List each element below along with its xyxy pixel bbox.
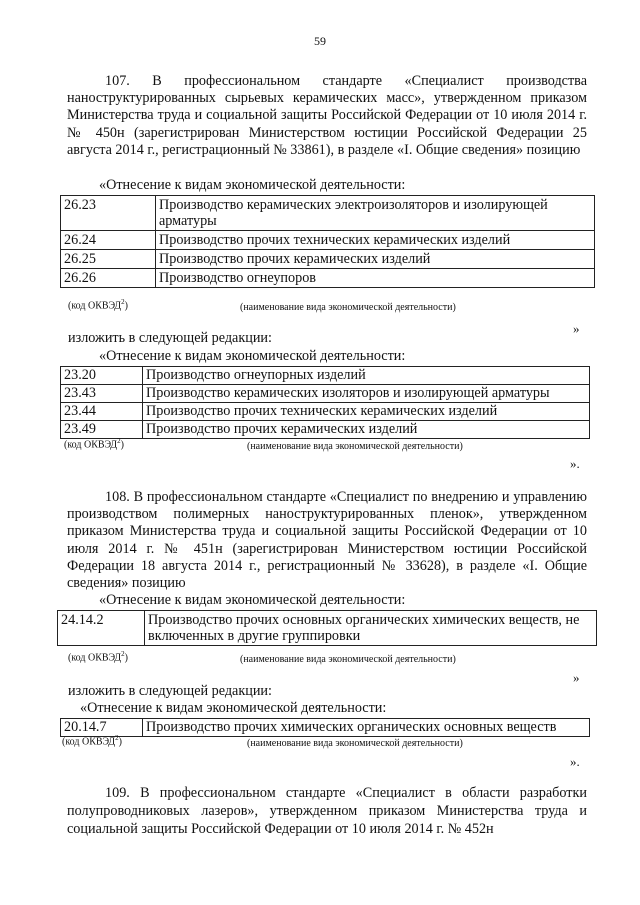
- activity-name: Производство огнеупорных изделий: [143, 367, 590, 385]
- quote-end: ».: [570, 754, 580, 769]
- caption-code: (код ОКВЭД$^2$): [62, 734, 122, 748]
- okved-code: 26.23: [61, 196, 156, 231]
- table-row: [61, 719, 590, 737]
- okved-heading: «Отнесение к видам экономической деятельности:: [99, 177, 406, 193]
- okved-table-old: [60, 195, 595, 288]
- paragraph-107: 107. В профессиональном стандарте «Специалист производства наноструктурированных сырьевых керамических масс», утвержденном приказом Министерства труда и социальной защиты Российской Федерации от 10 июля 2014 г. № 450н (зарегистрирован Министерством юстиции Российской Федерации 25 августа 2014 г., регистрационный № 33861), в разделе «I. Общие сведения» позицию: [67, 73, 587, 158]
- paragraph-109: 109. В профессиональном стандарте «Специалист в области разработки полупроводниковых лазеров», утвержденном приказом Министерства труда и социальной защиты Российской Федерации от 10 июля 2014 г. № 452н: [67, 785, 587, 837]
- table-row: [61, 196, 595, 231]
- okved-code: 26.26: [61, 269, 156, 288]
- caption-code: (код ОКВЭД$^2$): [68, 298, 128, 312]
- table-row: [61, 367, 590, 385]
- table-row: [61, 231, 595, 250]
- table-row: [61, 403, 590, 421]
- okved-heading: «Отнесение к видам экономической деятельности:: [80, 700, 387, 716]
- okved-code: 23.43: [61, 385, 143, 403]
- okved-heading: «Отнесение к видам экономической деятельности:: [99, 348, 406, 364]
- paragraph-108: 108. В профессиональном стандарте «Специалист по внедрению и управлению производством полимерных наноструктурированных пленок», утвержденном приказом Министерства труда и социальной защиты Российской Федерации от 10 июля 2014 г. № 451н (зарегистрирован Министерством юстиции Российской Федерации 18 августа 2014 г., регистрационный № 33628), в разделе «I. Общие сведения» позицию: [67, 489, 587, 592]
- okved-table-old: [57, 610, 597, 646]
- okved-table-new: [60, 366, 590, 439]
- table-row: [61, 250, 595, 269]
- quote-close: »: [573, 321, 580, 336]
- activity-name: Производство огнеупоров: [156, 269, 595, 288]
- caption-code: (код ОКВЭД$^2$): [64, 437, 124, 451]
- okved-code: 23.20: [61, 367, 143, 385]
- activity-name: Производство прочих основных органических химических веществ, не включенных в другие группировки: [145, 611, 597, 646]
- activity-name: Производство прочих технических керамических изделий: [156, 231, 595, 250]
- okved-code: 26.24: [61, 231, 156, 250]
- activity-name: Производство прочих химических органических основных веществ: [143, 719, 590, 737]
- activity-name: Производство прочих керамических изделий: [156, 250, 595, 269]
- activity-name: Производство прочих керамических изделий: [143, 421, 590, 439]
- okved-heading: «Отнесение к видам экономической деятельности:: [99, 592, 406, 608]
- table-row: [61, 269, 595, 288]
- caption-name: (наименование вида экономической деятельности): [240, 302, 456, 313]
- okved-code: 20.14.7: [61, 719, 143, 737]
- okved-table-new: [60, 718, 590, 737]
- activity-name: Производство керамических электроизоляторов и изолирующей арматуры: [156, 196, 595, 231]
- replace-text: изложить в следующей редакции:: [68, 683, 272, 699]
- page-number: 59: [314, 34, 326, 48]
- okved-code: 24.14.2: [58, 611, 145, 646]
- quote-close: »: [573, 670, 580, 685]
- caption-name: (наименование вида экономической деятельности): [247, 441, 463, 452]
- replace-text: изложить в следующей редакции:: [68, 330, 272, 346]
- table-row: [61, 421, 590, 439]
- activity-name: Производство керамических изоляторов и изолирующей арматуры: [143, 385, 590, 403]
- caption-name: (наименование вида экономической деятельности): [240, 654, 456, 665]
- table-row: [58, 611, 597, 646]
- okved-code: 26.25: [61, 250, 156, 269]
- caption-name: (наименование вида экономической деятельности): [247, 738, 463, 749]
- quote-end: ».: [570, 456, 580, 471]
- table-row: [61, 385, 590, 403]
- caption-code: (код ОКВЭД$^2$): [68, 650, 128, 664]
- okved-code: 23.44: [61, 403, 143, 421]
- activity-name: Производство прочих технических керамических изделий: [143, 403, 590, 421]
- okved-code: 23.49: [61, 421, 143, 439]
